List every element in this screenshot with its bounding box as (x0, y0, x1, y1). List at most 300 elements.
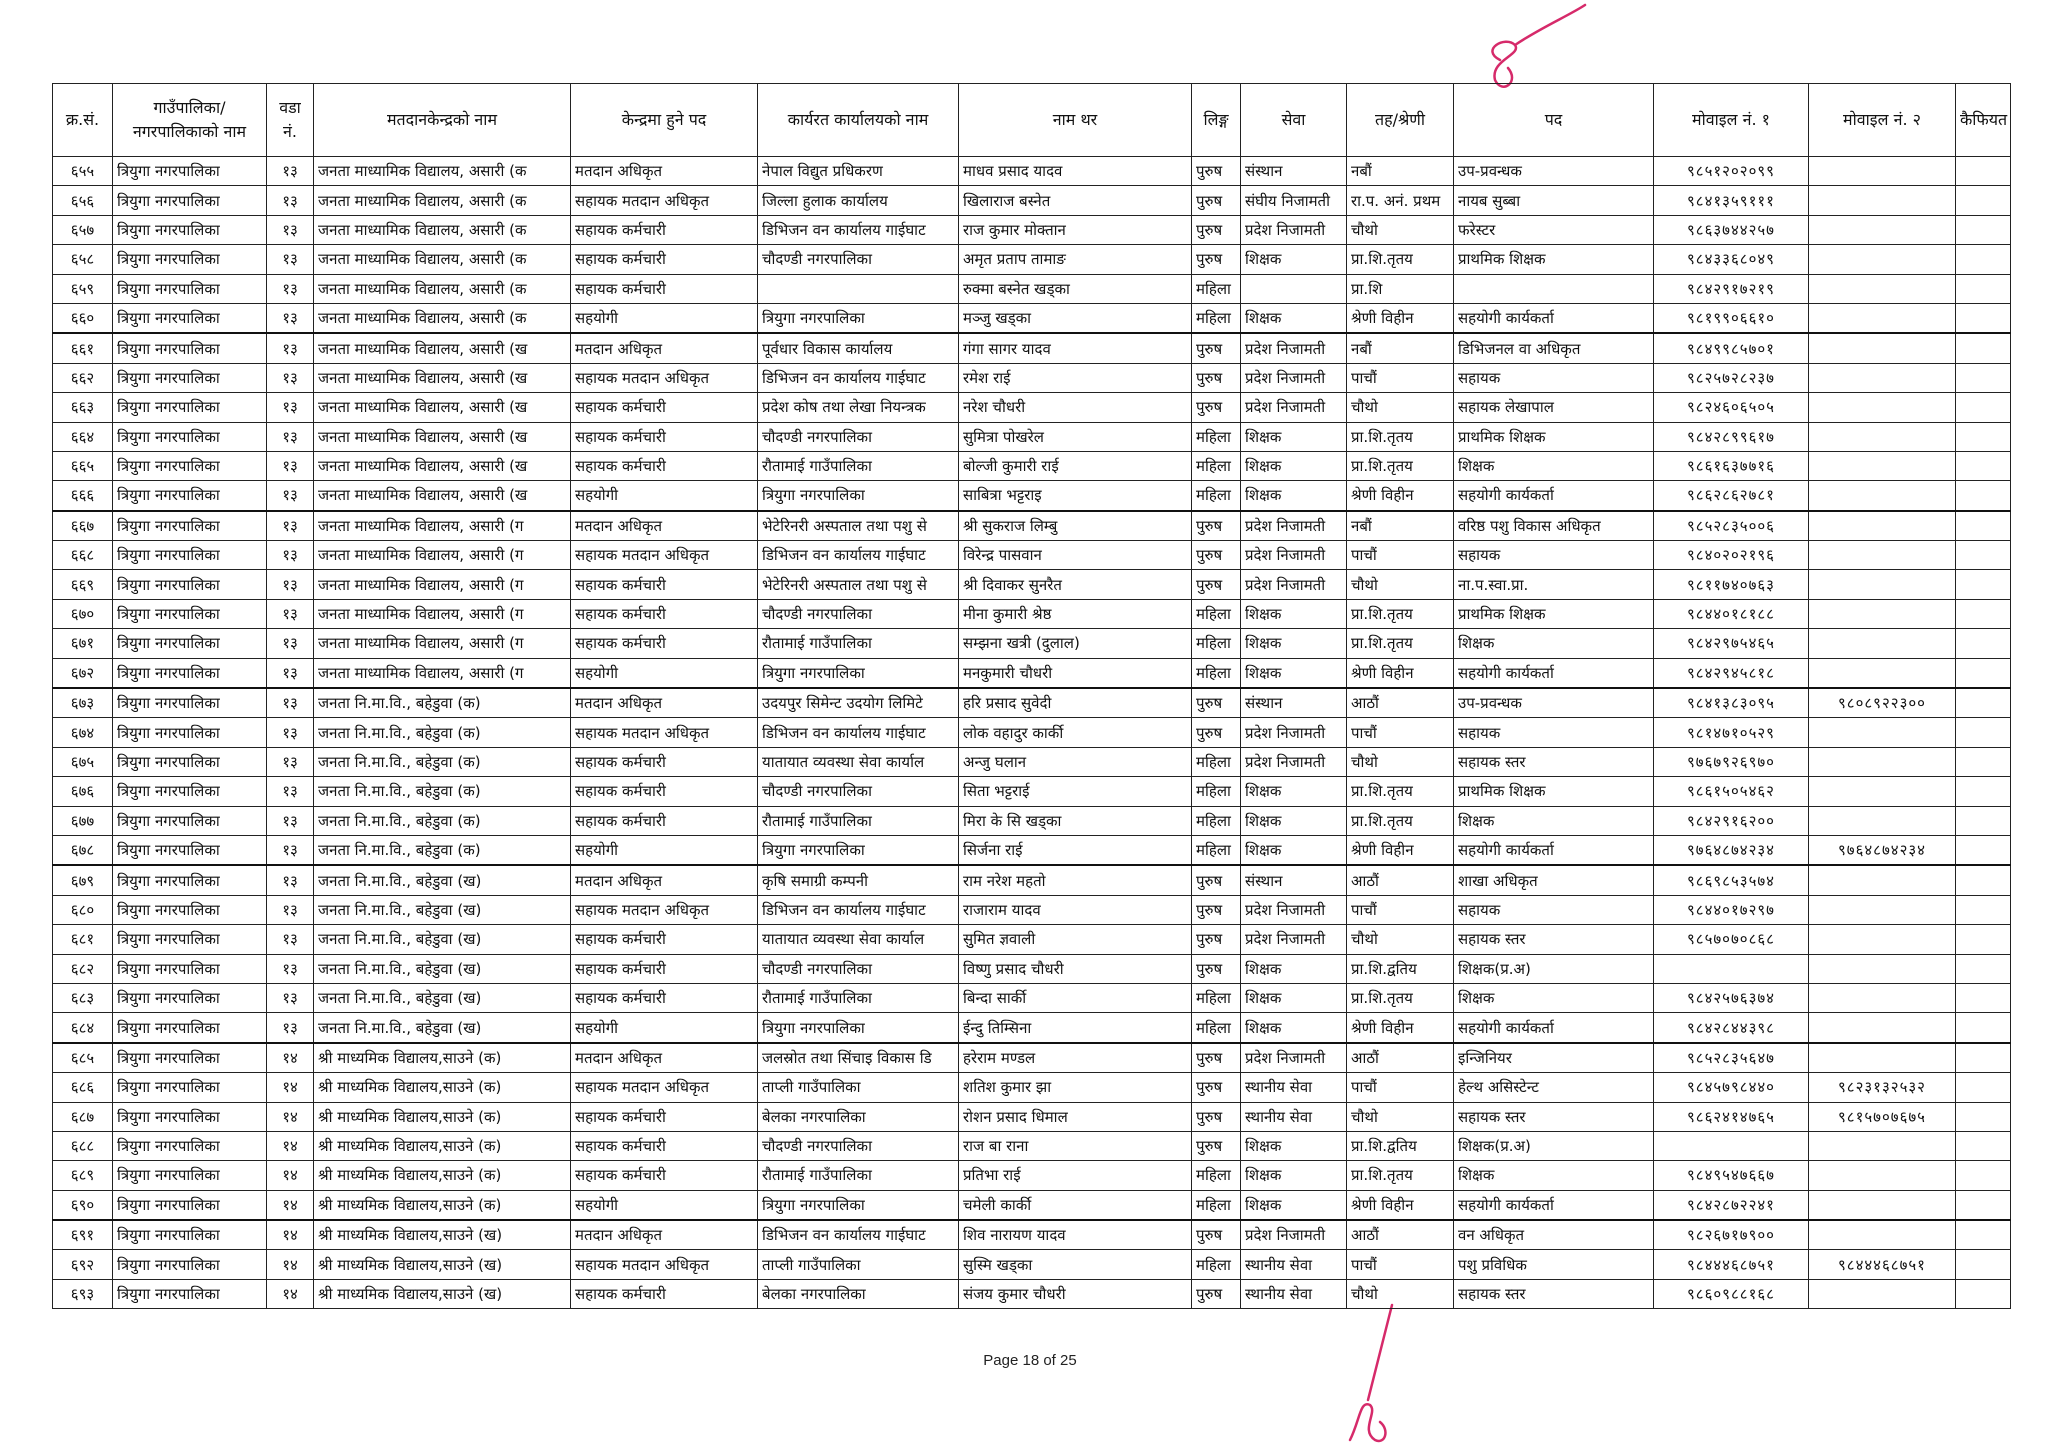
cell-ward: १४ (267, 1220, 314, 1250)
cell-service: शिक्षक (1241, 806, 1347, 835)
cell-remarks (1956, 186, 2011, 215)
cell-service: प्रदेश निजामती (1241, 215, 1347, 244)
cell-level: नबौं (1347, 511, 1454, 541)
cell-service: प्रदेश निजामती (1241, 363, 1347, 392)
cell-office (758, 274, 959, 303)
cell-level: प्रा.शि.द्वतिय (1347, 954, 1454, 983)
cell-service: प्रदेश निजामती (1241, 1220, 1347, 1250)
cell-level: पाचौं (1347, 541, 1454, 570)
polling-staff-table-container (52, 83, 2010, 1309)
cell-post: प्राथमिक शिक्षक (1454, 245, 1654, 274)
cell-remarks (1956, 658, 2011, 688)
cell-mobile1: ९८१४७१०५२९ (1654, 718, 1809, 747)
cell-name: शतिश कुमार झा (959, 1073, 1192, 1102)
cell-mobile2 (1809, 303, 1956, 333)
cell-municipality: त्रियुगा नगरपालिका (113, 511, 267, 541)
cell-role: सहायक कर्मचारी (571, 629, 758, 658)
cell-level: पाचौं (1347, 895, 1454, 924)
cell-center: जनता नि.मा.वि., बहेडुवा (ख) (314, 895, 571, 924)
cell-mobile1: ९८४२८४४३९८ (1654, 1013, 1809, 1043)
cell-name: हरि प्रसाद सुवेदी (959, 688, 1192, 718)
cell-mobile1: ९८४२८९९६१७ (1654, 422, 1809, 451)
cell-serial: ६७५ (53, 747, 113, 776)
cell-mobile1: ९८४१३५९१११ (1654, 186, 1809, 215)
cell-gender: महिला (1192, 658, 1241, 688)
cell-center: श्री माध्यमिक विद्यालय,साउने (क) (314, 1102, 571, 1131)
cell-municipality: त्रियुगा नगरपालिका (113, 629, 267, 658)
cell-mobile2 (1809, 157, 1956, 186)
table-body (53, 157, 2011, 1309)
cell-mobile1: ९८६९८५३५७४ (1654, 865, 1809, 895)
cell-municipality: त्रियुगा नगरपालिका (113, 1102, 267, 1131)
cell-serial: ६८२ (53, 954, 113, 983)
cell-office: जिल्ला हुलाक कार्यालय (758, 186, 959, 215)
cell-office: भेटेरिनरी अस्पताल तथा पशु से (758, 511, 959, 541)
cell-name: विरेन्द्र पासवान (959, 541, 1192, 570)
cell-level: श्रेणी विहीन (1347, 1190, 1454, 1220)
cell-name: राजाराम यादव (959, 895, 1192, 924)
table-row (53, 393, 2011, 422)
cell-post: वरिष्ठ पशु विकास अधिकृत (1454, 511, 1654, 541)
cell-remarks (1956, 393, 2011, 422)
cell-mobile2 (1809, 658, 1956, 688)
cell-ward: १३ (267, 835, 314, 865)
table-row (53, 1131, 2011, 1160)
cell-name: राम नरेश महताे (959, 865, 1192, 895)
cell-post: सहायक (1454, 541, 1654, 570)
cell-gender: पुरुष (1192, 363, 1241, 392)
cell-service: संघीय निजामती (1241, 186, 1347, 215)
cell-center: जनता नि.मा.वि., बहेडुवा (क) (314, 835, 571, 865)
cell-role: मतदान अधिकृत (571, 865, 758, 895)
cell-gender: महिला (1192, 451, 1241, 480)
cell-mobile1: ९८२४६०६५०५ (1654, 393, 1809, 422)
cell-mobile2 (1809, 363, 1956, 392)
cell-role: मतदान अधिकृत (571, 1220, 758, 1250)
cell-ward: १३ (267, 186, 314, 215)
cell-municipality: त्रियुगा नगरपालिका (113, 1013, 267, 1043)
table-row (53, 215, 2011, 244)
cell-level: चौथो (1347, 1279, 1454, 1308)
cell-ward: १३ (267, 511, 314, 541)
header-role: केन्द्रमा हुने पद (571, 84, 758, 157)
cell-gender: महिला (1192, 777, 1241, 806)
cell-ward: १३ (267, 599, 314, 628)
cell-ward: १३ (267, 718, 314, 747)
cell-municipality: त्रियुगा नगरपालिका (113, 599, 267, 628)
cell-serial: ६९२ (53, 1250, 113, 1279)
cell-center: जनता नि.मा.वि., बहेडुवा (ख) (314, 865, 571, 895)
cell-gender: पुरुष (1192, 1131, 1241, 1160)
cell-ward: १३ (267, 215, 314, 244)
cell-mobile2: ९७६४८७४२३४ (1809, 835, 1956, 865)
cell-municipality: त्रियुगा नगरपालिका (113, 157, 267, 186)
cell-ward: १४ (267, 1131, 314, 1160)
cell-level: आठौं (1347, 1043, 1454, 1073)
handwritten-page-mark-bottom (1340, 1300, 1420, 1448)
cell-center: जनता नि.मा.वि., बहेडुवा (ख) (314, 925, 571, 954)
cell-level: श्रेणी विहीन (1347, 658, 1454, 688)
cell-gender: महिला (1192, 1161, 1241, 1190)
cell-name: विष्णु प्रसाद चौधरी (959, 954, 1192, 983)
cell-role: सहयोगी (571, 1190, 758, 1220)
cell-remarks (1956, 983, 2011, 1012)
cell-role: सहायक मतदान अधिकृत (571, 895, 758, 924)
cell-remarks (1956, 895, 2011, 924)
cell-ward: १३ (267, 363, 314, 392)
table-row (53, 422, 2011, 451)
cell-serial: ६८९ (53, 1161, 113, 1190)
cell-name: बिन्दा सार्की (959, 983, 1192, 1012)
cell-post: शिक्षक (1454, 806, 1654, 835)
cell-municipality: त्रियुगा नगरपालिका (113, 1131, 267, 1160)
cell-gender: महिला (1192, 1190, 1241, 1220)
cell-gender: पुरुष (1192, 215, 1241, 244)
cell-post: सहायक (1454, 895, 1654, 924)
cell-remarks (1956, 481, 2011, 511)
cell-municipality: त्रियुगा नगरपालिका (113, 1073, 267, 1102)
cell-mobile2 (1809, 865, 1956, 895)
cell-remarks (1956, 1131, 2011, 1160)
cell-post: नायब सुब्बा (1454, 186, 1654, 215)
cell-mobile1: ९८५२८३५००६ (1654, 511, 1809, 541)
cell-mobile2 (1809, 599, 1956, 628)
cell-name: श्री सुकराज लिम्बु (959, 511, 1192, 541)
cell-office: त्रियुगा नगरपालिका (758, 1013, 959, 1043)
cell-service: प्रदेश निजामती (1241, 1043, 1347, 1073)
cell-remarks (1956, 1102, 2011, 1131)
table-row (53, 954, 2011, 983)
cell-role: सहयोगी (571, 481, 758, 511)
cell-level: पाचौं (1347, 1250, 1454, 1279)
cell-municipality: त्रियुगा नगरपालिका (113, 422, 267, 451)
cell-post: शाखा अधिकृत (1454, 865, 1654, 895)
cell-ward: १३ (267, 274, 314, 303)
cell-center: श्री माध्यमिक विद्यालय,साउने (क) (314, 1043, 571, 1073)
cell-remarks (1956, 245, 2011, 274)
cell-mobile2 (1809, 747, 1956, 776)
table-row (53, 865, 2011, 895)
cell-gender: पुरुष (1192, 1220, 1241, 1250)
cell-service: स्थानीय सेवा (1241, 1073, 1347, 1102)
cell-office: डिभिजन वन कार्यालय गाईघाट (758, 215, 959, 244)
cell-office: रौतामाई गाउँपालिका (758, 451, 959, 480)
cell-gender: पुरुष (1192, 954, 1241, 983)
table-row (53, 303, 2011, 333)
cell-serial: ६९१ (53, 1220, 113, 1250)
cell-serial: ६८८ (53, 1131, 113, 1160)
cell-office: उदयपुर सिमेन्ट उदयोग लिमिटे (758, 688, 959, 718)
cell-serial: ६७१ (53, 629, 113, 658)
cell-office: चौदण्डी नगरपालिका (758, 599, 959, 628)
header-name: नाम थर (959, 84, 1192, 157)
header-ward: वडा नं. (267, 84, 314, 157)
cell-ward: १३ (267, 451, 314, 480)
cell-role: सहायक कर्मचारी (571, 1102, 758, 1131)
cell-role: मतदान अधिकृत (571, 1043, 758, 1073)
cell-center: जनता नि.मा.वि., बहेडुवा (ख) (314, 1013, 571, 1043)
cell-role: सहायक कर्मचारी (571, 777, 758, 806)
cell-mobile2 (1809, 393, 1956, 422)
header-post: पद (1454, 84, 1654, 157)
table-row (53, 481, 2011, 511)
cell-center: जनता नि.मा.वि., बहेडुवा (ख) (314, 954, 571, 983)
cell-municipality: त्रियुगा नगरपालिका (113, 1220, 267, 1250)
table-row (53, 1043, 2011, 1073)
cell-remarks (1956, 599, 2011, 628)
cell-center: जनता माध्यामिक विद्यालय, असारी (ख (314, 393, 571, 422)
cell-level: प्रा.शि.तृतय (1347, 629, 1454, 658)
cell-office: डिभिजन वन कार्यालय गाईघाट (758, 895, 959, 924)
cell-mobile2 (1809, 1161, 1956, 1190)
cell-gender: पुरुष (1192, 393, 1241, 422)
cell-role: सहायक कर्मचारी (571, 451, 758, 480)
cell-municipality: त्रियुगा नगरपालिका (113, 333, 267, 363)
cell-name: संजय कुमार चौधरी (959, 1279, 1192, 1308)
cell-post: ना.प.स्वा.प्रा. (1454, 570, 1654, 599)
cell-municipality: त्रियुगा नगरपालिका (113, 806, 267, 835)
cell-municipality: त्रियुगा नगरपालिका (113, 393, 267, 422)
cell-municipality: त्रियुगा नगरपालिका (113, 1190, 267, 1220)
cell-municipality: त्रियुगा नगरपालिका (113, 274, 267, 303)
table-row (53, 777, 2011, 806)
cell-mobile1 (1654, 1131, 1809, 1160)
cell-gender: पुरुष (1192, 895, 1241, 924)
cell-remarks (1956, 865, 2011, 895)
cell-center: श्री माध्यमिक विद्यालय,साउने (क) (314, 1131, 571, 1160)
cell-name: राज बा राना (959, 1131, 1192, 1160)
cell-level: प्रा.शि.तृतय (1347, 422, 1454, 451)
cell-level: चौथो (1347, 747, 1454, 776)
cell-serial: ६६६ (53, 481, 113, 511)
cell-service: शिक्षक (1241, 451, 1347, 480)
cell-service: संस्थान (1241, 865, 1347, 895)
cell-level: नबौं (1347, 333, 1454, 363)
cell-service: प्रदेश निजामती (1241, 333, 1347, 363)
cell-level: प्रा.शि (1347, 274, 1454, 303)
header-municipality: गाउँपालिका/नगरपालिकाको नाम (113, 84, 267, 157)
cell-service: प्रदेश निजामती (1241, 511, 1347, 541)
cell-ward: १४ (267, 1190, 314, 1220)
cell-mobile2 (1809, 451, 1956, 480)
cell-service: प्रदेश निजामती (1241, 895, 1347, 924)
cell-mobile1: ९८४२८७२२४१ (1654, 1190, 1809, 1220)
cell-name: मिरा के सि खड्का (959, 806, 1192, 835)
cell-ward: १३ (267, 806, 314, 835)
cell-service: शिक्षक (1241, 303, 1347, 333)
cell-ward: १३ (267, 481, 314, 511)
cell-municipality: त्रियुगा नगरपालिका (113, 481, 267, 511)
table-row (53, 1250, 2011, 1279)
cell-serial: ६७९ (53, 865, 113, 895)
table-row (53, 157, 2011, 186)
cell-office: त्रियुगा नगरपालिका (758, 835, 959, 865)
cell-mobile2 (1809, 895, 1956, 924)
cell-municipality: त्रियुगा नगरपालिका (113, 658, 267, 688)
cell-mobile1: ९८४०२०२१९६ (1654, 541, 1809, 570)
cell-office: रौतामाई गाउँपालिका (758, 1161, 959, 1190)
header-mobile2: मोवाइल नं. २ (1809, 84, 1956, 157)
cell-office: बेलका नगरपालिका (758, 1279, 959, 1308)
cell-remarks (1956, 747, 2011, 776)
cell-serial: ६६७ (53, 511, 113, 541)
cell-office: त्रियुगा नगरपालिका (758, 658, 959, 688)
cell-serial: ६८३ (53, 983, 113, 1012)
cell-post: प्राथमिक शिक्षक (1454, 599, 1654, 628)
cell-level: श्रेणी विहीन (1347, 835, 1454, 865)
cell-level: आठौं (1347, 1220, 1454, 1250)
cell-gender: पुरुष (1192, 718, 1241, 747)
cell-mobile1: ९८६०९८८१६८ (1654, 1279, 1809, 1308)
cell-service: शिक्षक (1241, 983, 1347, 1012)
cell-municipality: त्रियुगा नगरपालिका (113, 186, 267, 215)
cell-serial: ६७६ (53, 777, 113, 806)
cell-mobile1: ९८४१३८३०९५ (1654, 688, 1809, 718)
cell-office: प्रदेश कोष तथा लेखा नियन्त्रक (758, 393, 959, 422)
cell-remarks (1956, 1250, 2011, 1279)
cell-post: सहायक लेखापाल (1454, 393, 1654, 422)
handwritten-page-mark-top (1460, 0, 1610, 95)
cell-service: शिक्षक (1241, 658, 1347, 688)
cell-municipality: त्रियुगा नगरपालिका (113, 954, 267, 983)
cell-mobile1: ९८२६७१७९०० (1654, 1220, 1809, 1250)
cell-post: इन्जिनियर (1454, 1043, 1654, 1073)
cell-name: शिव नारायण यादव (959, 1220, 1192, 1250)
cell-center: जनता माध्यामिक विद्यालय, असारी (ख (314, 481, 571, 511)
cell-ward: १४ (267, 1161, 314, 1190)
cell-level: प्रा.शि.तृतय (1347, 983, 1454, 1012)
cell-post: शिक्षक (1454, 451, 1654, 480)
cell-remarks (1956, 806, 2011, 835)
cell-mobile2 (1809, 511, 1956, 541)
cell-mobile2: ९८४४४६८७५१ (1809, 1250, 1956, 1279)
cell-center: श्री माध्यमिक विद्यालय,साउने (क) (314, 1073, 571, 1102)
cell-mobile1: ९८६१६३७७१६ (1654, 451, 1809, 480)
cell-remarks (1956, 1043, 2011, 1073)
cell-role: सहायक कर्मचारी (571, 925, 758, 954)
cell-role: मतदान अधिकृत (571, 511, 758, 541)
cell-role: मतदान अधिकृत (571, 157, 758, 186)
table-row (53, 1220, 2011, 1250)
cell-level: चौथो (1347, 215, 1454, 244)
table-row (53, 1279, 2011, 1308)
cell-municipality: त्रियुगा नगरपालिका (113, 1161, 267, 1190)
cell-mobile1: ९८४४०१७२९७ (1654, 895, 1809, 924)
cell-mobile2 (1809, 570, 1956, 599)
cell-role: सहायक कर्मचारी (571, 747, 758, 776)
cell-gender: महिला (1192, 1013, 1241, 1043)
cell-municipality: त्रियुगा नगरपालिका (113, 245, 267, 274)
cell-mobile1: ९८४९५४७६६७ (1654, 1161, 1809, 1190)
cell-post: सहायक (1454, 718, 1654, 747)
cell-mobile1: ९८४२९४५८१८ (1654, 658, 1809, 688)
cell-gender: महिला (1192, 983, 1241, 1012)
cell-municipality: त्रियुगा नगरपालिका (113, 215, 267, 244)
cell-level: चौथो (1347, 1102, 1454, 1131)
cell-role: सहायक मतदान अधिकृत (571, 363, 758, 392)
cell-name: चमेली कार्की (959, 1190, 1192, 1220)
header-mobile1: मोवाइल नं. १ (1654, 84, 1809, 157)
polling-staff-table (52, 83, 2011, 1309)
cell-mobile1: ९८६३७४४२५७ (1654, 215, 1809, 244)
cell-office: डिभिजन वन कार्यालय गाईघाट (758, 1220, 959, 1250)
cell-serial: ६६१ (53, 333, 113, 363)
cell-mobile1: ९८४४४६८७५१ (1654, 1250, 1809, 1279)
cell-name: प्रतिभा राई (959, 1161, 1192, 1190)
cell-municipality: त्रियुगा नगरपालिका (113, 541, 267, 570)
table-row (53, 1190, 2011, 1220)
cell-center: श्री माध्यमिक विद्यालय,साउने (ख) (314, 1220, 571, 1250)
cell-remarks (1956, 1161, 2011, 1190)
cell-post: प्राथमिक शिक्षक (1454, 422, 1654, 451)
header-center: मतदानकेन्द्रको नाम (314, 84, 571, 157)
cell-name: सुमित्रा पोखरेल (959, 422, 1192, 451)
cell-mobile1: ९८४४०१८१८८ (1654, 599, 1809, 628)
cell-gender: महिला (1192, 835, 1241, 865)
cell-level: श्रेणी विहीन (1347, 481, 1454, 511)
cell-serial: ६७२ (53, 658, 113, 688)
cell-level: आठौं (1347, 688, 1454, 718)
cell-service: स्थानीय सेवा (1241, 1102, 1347, 1131)
cell-remarks (1956, 274, 2011, 303)
cell-ward: १३ (267, 747, 314, 776)
cell-level: प्रा.शि.तृतय (1347, 451, 1454, 480)
cell-mobile2 (1809, 983, 1956, 1012)
cell-serial: ६६० (53, 303, 113, 333)
cell-mobile2 (1809, 333, 1956, 363)
cell-post: सहयोगी कार्यकर्ता (1454, 835, 1654, 865)
cell-office: बेलका नगरपालिका (758, 1102, 959, 1131)
cell-role: सहयोगी (571, 1013, 758, 1043)
cell-municipality: त्रियुगा नगरपालिका (113, 570, 267, 599)
cell-level: प्रा.शि.द्वतिय (1347, 1131, 1454, 1160)
cell-municipality: त्रियुगा नगरपालिका (113, 777, 267, 806)
cell-post: हेल्थ असिस्टेन्ट (1454, 1073, 1654, 1102)
cell-service: शिक्षक (1241, 629, 1347, 658)
cell-mobile1: ९८५२८३५६४७ (1654, 1043, 1809, 1073)
cell-ward: १४ (267, 1102, 314, 1131)
cell-service: शिक्षक (1241, 954, 1347, 983)
cell-level: चौथो (1347, 393, 1454, 422)
cell-role: सहायक मतदान अधिकृत (571, 541, 758, 570)
cell-office: डिभिजन वन कार्यालय गाईघाट (758, 718, 959, 747)
cell-mobile1: ९८४२९१७२१९ (1654, 274, 1809, 303)
cell-post: शिक्षक(प्र.अ) (1454, 1131, 1654, 1160)
cell-office: नेपाल विद्युत प्रधिकरण (758, 157, 959, 186)
table-row (53, 363, 2011, 392)
cell-center: जनता माध्यामिक विद्यालय, असारी (क (314, 157, 571, 186)
cell-role: सहायक कर्मचारी (571, 570, 758, 599)
cell-mobile2: ९८२३१३२५३२ (1809, 1073, 1956, 1102)
cell-role: सहयोगी (571, 658, 758, 688)
cell-office: डिभिजन वन कार्यालय गाईघाट (758, 363, 959, 392)
cell-office: पूर्वधार विकास कार्यालय (758, 333, 959, 363)
cell-level: प्रा.शि.तृतय (1347, 599, 1454, 628)
cell-service: प्रदेश निजामती (1241, 718, 1347, 747)
cell-name: हरेराम मण्डल (959, 1043, 1192, 1073)
cell-ward: १३ (267, 157, 314, 186)
cell-remarks (1956, 451, 2011, 480)
cell-mobile2 (1809, 1013, 1956, 1043)
cell-name: अमृत प्रताप तामाङ (959, 245, 1192, 274)
cell-center: जनता माध्यामिक विद्यालय, असारी (क (314, 186, 571, 215)
cell-ward: १३ (267, 245, 314, 274)
cell-gender: पुरुष (1192, 511, 1241, 541)
cell-office: त्रियुगा नगरपालिका (758, 1190, 959, 1220)
cell-center: जनता नि.मा.वि., बहेडुवा (क) (314, 718, 571, 747)
cell-center: जनता माध्यामिक विद्यालय, असारी (ग (314, 570, 571, 599)
cell-center: जनता माध्यामिक विद्यालय, असारी (ख (314, 333, 571, 363)
